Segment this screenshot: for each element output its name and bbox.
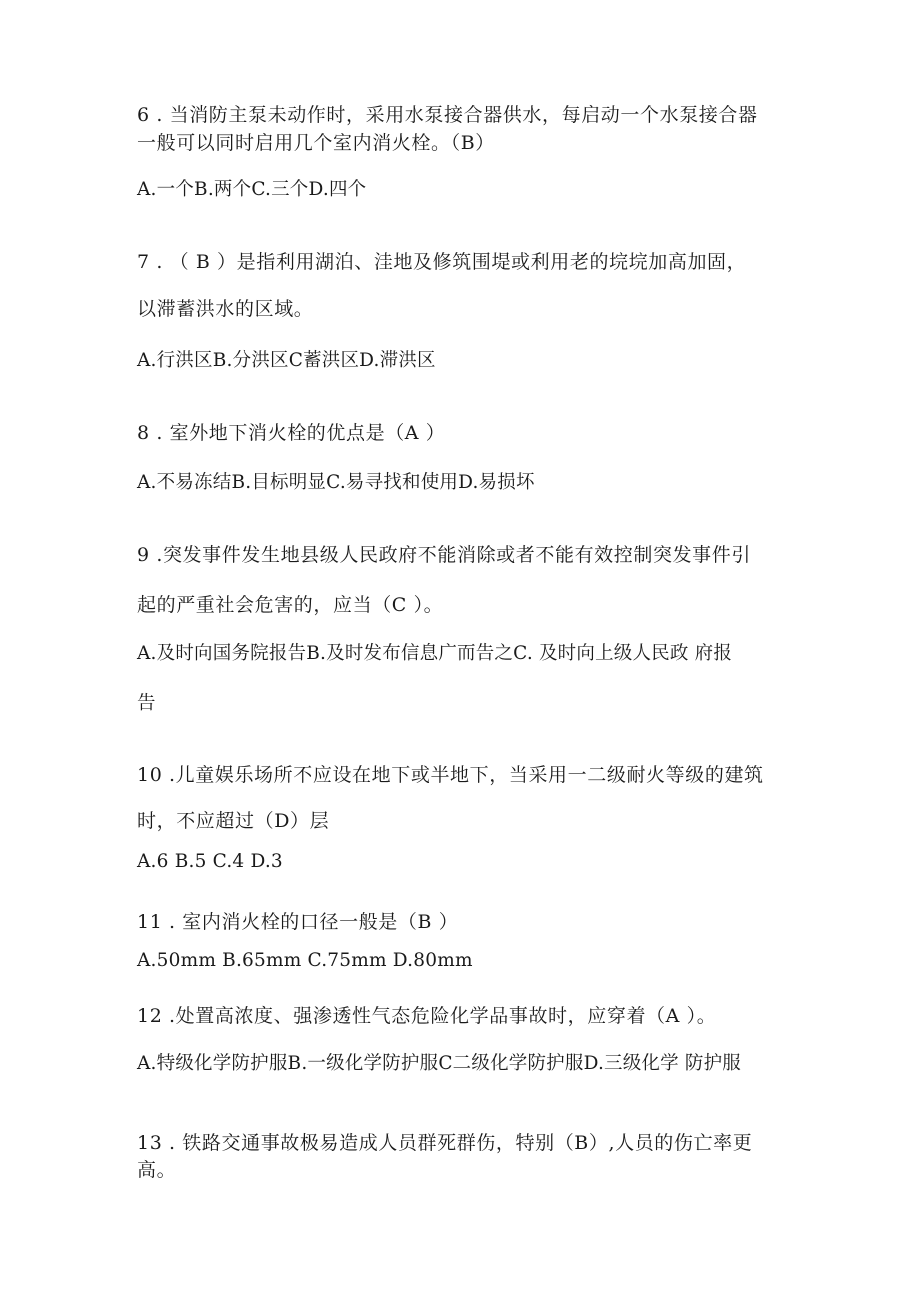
question-10-line-2: 时，不应超过（D）层 — [137, 810, 330, 832]
question-10-line-1: 10 .儿童娱乐场所不应设在地下或半地下，当采用一二级耐火等级的建筑 — [137, 764, 764, 786]
question-6-line-1: 6 . 当消防主泵未动作时，采用水泵接合器供水，每启动一个水泵接合器 — [137, 104, 758, 126]
question-7-line-1: 7 . （ B ）是指利用湖泊、洼地及修筑围堤或利用老的垸垸加高加固， — [137, 251, 747, 273]
question-9-line-1: 9 .突发事件发生地县级人民政府不能消除或者不能有效控制突发事件引 — [137, 544, 751, 566]
question-9-line-2: 起的严重社会危害的，应当（C ）。 — [137, 594, 444, 616]
question-12-options: A.特级化学防护服B.一级化学防护服C二级化学防护服D.三级化学 防护服 — [137, 1053, 742, 1074]
question-11-options: A.50mm B.65mm C.75mm D.80mm — [137, 950, 473, 971]
question-10-options: A.6 B.5 C.4 D.3 — [137, 851, 283, 872]
question-6-line-2: 一般可以同时启用几个室内消火栓。（B） — [137, 132, 495, 154]
question-11-line-1: 11 . 室内消火栓的口径一般是（B ） — [137, 911, 459, 933]
question-7-line-2: 以滞蓄洪水的区域。 — [137, 298, 314, 320]
question-6-options: A.一个B.两个C.三个D.四个 — [137, 179, 367, 200]
question-8-options: A.不易冻结B.目标明显C.易寻找和使用D.易损坏 — [137, 472, 535, 493]
question-8-line-1: 8 . 室外地下消火栓的优点是（A ） — [137, 422, 446, 444]
question-13-line-1: 13 . 铁路交通事故极易造成人员群死群伤，特别（B）,人员的伤亡率更 — [137, 1132, 753, 1154]
question-9-options-line-2: 告 — [137, 693, 156, 714]
question-12-line-1: 12 .处置高浓度、强渗透性气态危险化学品事故时，应穿着（A ）。 — [137, 1005, 717, 1027]
question-7-options: A.行洪区B.分洪区C蓄洪区D.滞洪区 — [137, 350, 436, 371]
question-9-options-line-1: A.及时向国务院报告B.及时发布信息广而告之C. 及时向上级人民政 府报 — [137, 643, 733, 664]
question-13-line-2: 高。 — [137, 1159, 177, 1181]
